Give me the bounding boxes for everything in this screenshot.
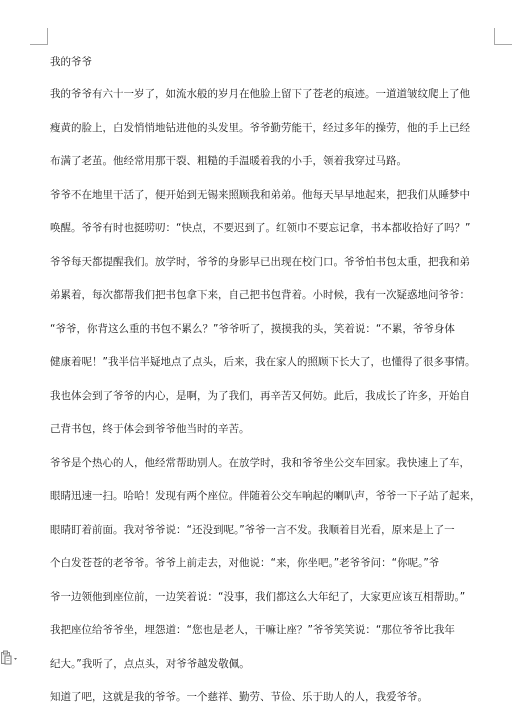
text-line: 布满了老茧。他经常用那干裂、粗糙的手温暖着我的小手，领着我穿过马路。 (50, 155, 407, 167)
chevron-down-icon (14, 658, 17, 660)
document-title: 我的爷爷 (50, 56, 92, 68)
text-line: 爷爷每天都提醒我们。放学时，爷爷的身影早已出现在校门口。爷爷怕书包太重，把我和弟 (50, 255, 470, 268)
text-line: 我也体会到了爷爷的内心，是啊，为了我们，再辛苦又何妨。此后，我成长了许多，开始自 (50, 389, 470, 402)
margin-corner-mark (494, 28, 495, 45)
paragraph (50, 687, 502, 709)
text-line: 爷爷是个热心的人，他经常帮助别人。在放学时，我和爷爷坐公交车回家。我快速上了车， (50, 456, 470, 469)
text-line: 爷爷不在地里干活了，便开始到无锡来照顾我和弟弟。他每天早早地起来，把我们从睡梦中 (50, 188, 470, 201)
paragraph (50, 84, 502, 185)
margin-corner-mark (30, 44, 48, 45)
text-line: 我的爷爷有六十一岁了，如流水般的岁月在他脸上留下了苍老的痕迹。一道道皱纹爬上了他 (50, 88, 470, 100)
text-line: 瘦黄的脸上，白发悄悄地钻进他的头发里。爷爷勤劳能干，经过多年的操劳，他的手上已经 (50, 121, 470, 134)
text-line: 知道了吧，这就是我的爷爷。一个慈祥、勤劳、节俭、乐于助人的人，我爱爷爷。 (50, 691, 428, 703)
text-line: 己背书包，终于体会到爷爷他当时的辛苦。 (50, 423, 250, 435)
paragraph-container (50, 84, 502, 709)
paste-options-button[interactable] (0, 650, 20, 668)
text-line: 眼睛迅速一扫。哈哈！发现有两个座位。伴随着公交车响起的喇叭声，爷爷一下子站了起来， (50, 490, 481, 502)
document-body[interactable] (50, 52, 502, 709)
paragraph (50, 185, 502, 453)
text-line: 唤醒。爷爷有时也挺唠叨：“快点，不要迟到了。红领巾不要忘记拿，书本都收拾好了吗？” (50, 222, 471, 234)
text-line: 个白发苍苍的老爷爷。爷爷上前走去，对他说：“来，你坐吧。”老爷爷问：“你呢。”爷 (50, 557, 440, 569)
margin-corner-mark (494, 44, 512, 45)
paragraph (50, 453, 502, 688)
margin-corner-mark (47, 28, 48, 45)
text-line: “爷爷，你背这么重的书包不累么？”爷爷听了，摸摸我的头，笑着说：“不累，爷爷身体 (50, 322, 455, 335)
text-line: 爷一边领他到座位前，一边笑着说：“没事，我们都这么大年纪了，大家更应该互相帮助。” (50, 590, 466, 603)
text-line: 眼睛盯着前面。我对爷爷说：“还没到呢。”爷爷一言不发。我顺着目光看，原来是上了一 (50, 523, 455, 536)
text-line: 健康着呢！”我半信半疑地点了点头，后来，我在家人的照顾下长大了，也懂得了很多事情。 (50, 356, 476, 368)
clipboard-paste-icon (0, 650, 20, 668)
text-line: 纪大。”我听了，点点头，对爷爷越发敬佩。 (50, 657, 250, 670)
text-line: 弟累着，每次都帮我们把书包拿下来，自己把书包背着。小时候，我有一次疑惑地问爷爷： (50, 289, 470, 301)
text-line: 我把座位给爷爷坐，埋怨道：“您也是老人，干嘛让座？”爷爷笑笑说：“那位爷爷比我年 (50, 624, 455, 636)
